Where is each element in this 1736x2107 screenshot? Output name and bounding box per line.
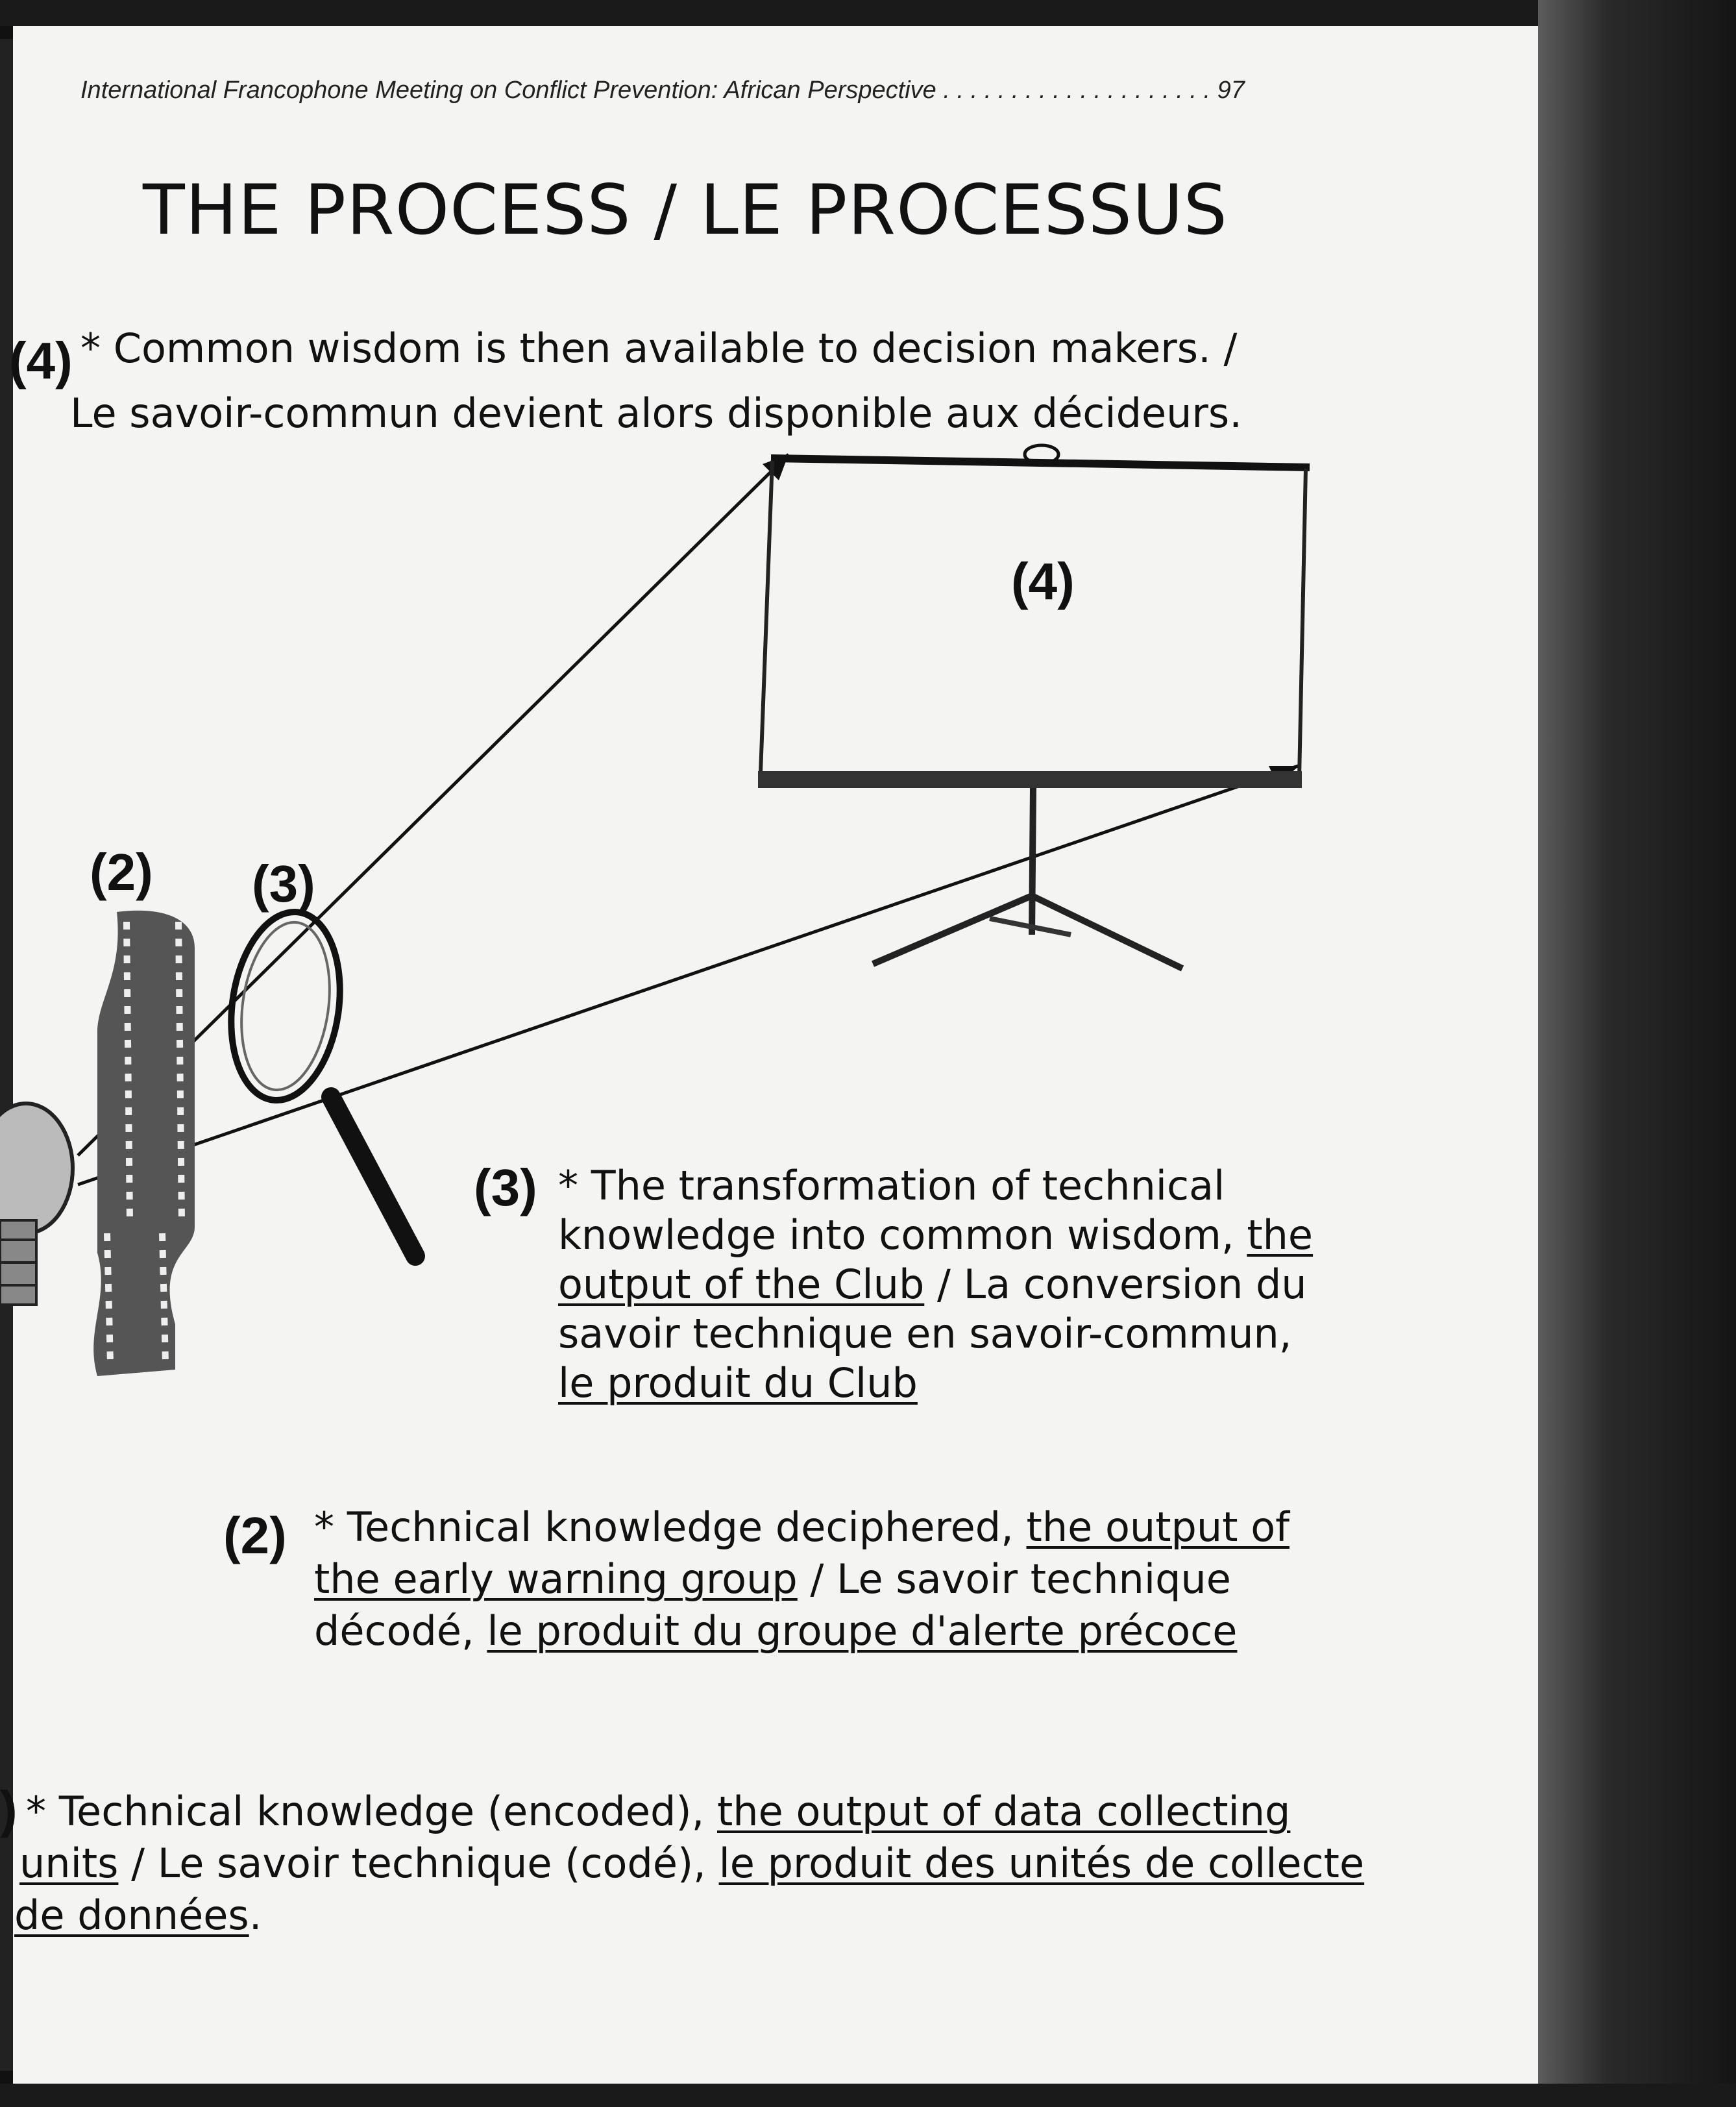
step1-line1-text: * Technical knowledge (encoded),: [26, 1788, 717, 1835]
step1-line2-underlined-2: le produit des unités de collecte: [718, 1840, 1365, 1887]
step3-line1: * The transformation of technical: [558, 1162, 1225, 1209]
step1-number: ): [0, 1780, 18, 1838]
step2-line2: [314, 1555, 1231, 1603]
step3-line4: savoir technique en savoir-commun,: [558, 1310, 1292, 1357]
step3-line3: [558, 1261, 1307, 1309]
step1-line3: [14, 1891, 262, 1940]
step4-number: (4): [9, 332, 73, 389]
step1-line3-underlined: de données: [14, 1891, 249, 1939]
step1-line2-underlined: units: [19, 1840, 119, 1887]
step3-line5: [558, 1359, 918, 1407]
step4-line2: Le savoir-commun devient alors disponible aux décideurs.: [70, 389, 1242, 437]
step2-number: (2): [223, 1507, 287, 1564]
step1-line3-text: .: [249, 1891, 262, 1939]
step3-line3-text: / La conversion du: [924, 1261, 1307, 1308]
step3-line2-text: knowledge into common wisdom,: [558, 1211, 1247, 1259]
projector-screen: [758, 445, 1310, 968]
step3-line2-underlined: the: [1247, 1211, 1314, 1259]
page-title: THE PROCESS / LE PROCESSUS: [143, 170, 1228, 250]
running-title: International Francophone Meeting on Conflict Prevention: African Perspective: [80, 77, 936, 104]
film-strip-label: (2): [90, 843, 153, 901]
step1-line1-underlined: the output of data collecting: [717, 1788, 1291, 1835]
film-strip: [93, 911, 195, 1376]
step3-line2: [558, 1211, 1313, 1259]
step3-line5-underlined: le produit du Club: [558, 1359, 918, 1407]
step2-line2-text: / Le savoir technique: [797, 1555, 1231, 1603]
step2-line3: [314, 1607, 1237, 1655]
step2-line2-underlined: the early warning group: [314, 1555, 798, 1603]
screen-label: (4): [1011, 552, 1075, 610]
step2-line3-text: décodé,: [314, 1607, 487, 1655]
step1-line2-text: / Le savoir technique (codé),: [118, 1840, 719, 1887]
header-leader-dots: . . . . . . . . . . . . . . . . . . . .: [943, 77, 1217, 104]
step3-number: (3): [474, 1159, 537, 1216]
step4-line1: * Common wisdom is then available to decision makers. /: [80, 325, 1238, 372]
step2-line3-underlined: le produit du groupe d'alerte précoce: [487, 1607, 1238, 1655]
step1-line2: [19, 1840, 1364, 1888]
magnifier-label: (3): [252, 855, 315, 913]
step3-line3-underlined: output of the Club: [558, 1261, 925, 1308]
step1-line1: [26, 1788, 1290, 1836]
step2-line1: [314, 1503, 1290, 1551]
page-number: 97: [1217, 77, 1245, 104]
light-bulb-icon: [0, 1103, 73, 1305]
step2-line1-text: * Technical knowledge deciphered,: [314, 1503, 1027, 1551]
step2-line1-underlined: the output of: [1026, 1503, 1290, 1551]
